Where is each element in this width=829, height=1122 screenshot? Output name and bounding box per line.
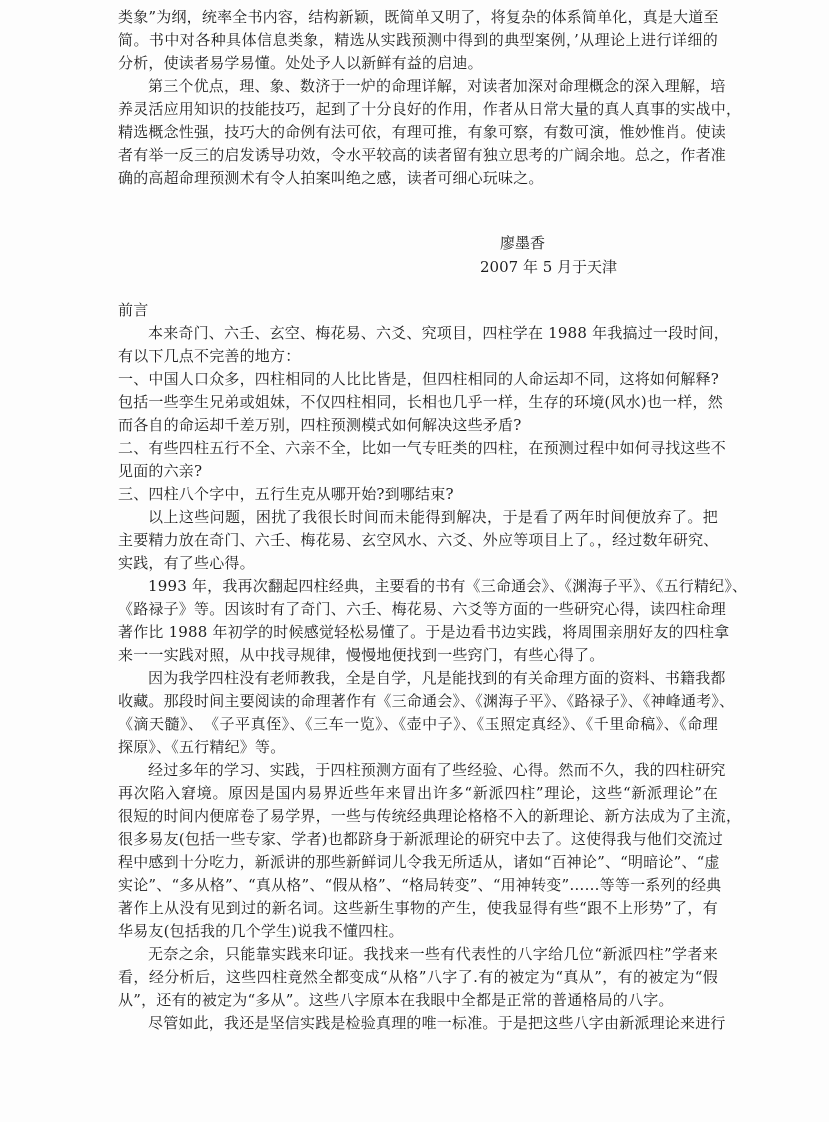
text-line: 主要精力放在奇门、六壬、梅花易、玄空风水、六爻、外应等项目上了。，经过数年研究、 [118,531,719,549]
text-line: 养灵活应用知识的技能技巧，起到了十分良好的作用，作者从日常大量的真人真事的实战中， [118,100,742,118]
signature-date: 2007 年 5 月于天津 [480,258,618,276]
text-line: 实论”、“多从格”、“真从格”、“假从格”、“格局转变”、“用神转变”……等等一系列的经典 [118,876,722,894]
text-line: 简。书中对各种具体信息类象，精选从实践预测中得到的典型案例，’从理论上进行详细的 [118,31,718,49]
text-line: 看，经分析后，这些四柱竟然全都变成“从格”八字了.有的被定为“真从”，有的被定为“假 [118,968,718,986]
text-line: 有以下几点不完善的地方： [118,347,301,365]
text-line: 因为我学四柱没有老师教我，全是自学，凡是能找到的有关命理方面的资料、书籍我都 [148,669,726,687]
text-line: 从”，还有的被定为“多从”。这些八字原本在我眼中全都是正常的普通格局的八字。 [118,991,674,1009]
text-line: 实践，有了些心得。 [118,554,255,572]
text-line: 精选概念性强，技巧大的命例有法可依，有理可推，有象可察，有数可演，惟妙惟肖。使读 [118,123,727,141]
text-line: 收藏。那段时间主要阅读的命理著作有《三命通会》、《渊海子平》、《路禄子》、《神峰通考》、 [118,692,735,710]
text-line: 者有举一反三的启发诱导功效，令水平较高的读者留有独立思考的广阔余地。总之，作者准 [118,146,727,164]
text-line: 第三个优点，理、象、数济于一炉的命理详解，对读者加深对命理概念的深入理解，培 [148,77,726,95]
text-line: 华易友(包括我的几个学生)说我不懂四柱。 [118,922,404,940]
text-line: 类象”为纲，统率全书内容，结构新颖，既简单又明了，将复杂的体系简单化，真是大道至 [118,8,719,26]
text-line: 程中感到十分吃力，新派讲的那些新鲜词儿令我无所适从，诸如“百神论”、“明暗论”、“虚 [118,853,720,871]
text-line: 探原》、《五行精纪》等。 [118,738,286,756]
text-line: 很短的时间内便席卷了易学界，一些与传统经典理论格格不入的新理论、新方法成为了主流， [118,807,742,825]
signature-author: 廖墨香 [500,234,546,252]
text-line: 而各自的命运却千差万别，四柱预测模式如何解决这些矛盾? [118,416,522,434]
text-line: 无奈之余，只能靠实践来印证。我找来一些有代表性的八字给几位“新派四柱”学者来 [148,945,718,963]
text-line: 以上这些问题，困扰了我很长时间而未能得到解决，于是看了两年时间便放弃了。把 [148,508,718,526]
text-line: 分析，使读者易学易懂。处处予人以新鲜有益的启迪。 [118,54,483,72]
text-line: 本来奇门、六壬、玄空、梅花易、六爻、究项目，四柱学在 1988 年我搞过一段时间， [148,324,729,342]
text-line: 二、有些四柱五行不全、六亲不全，比如一气专旺类的四柱，在预测过程中如何寻找这些不 [118,439,727,457]
text-line: 《滴天髓》、 《子平真侄》、《三车一览》、《壶中子》、《玉照定真经》、《千里命稿》、《命理 [118,715,718,733]
text-line: 三、四柱八个字中，五行生克从哪开始?到哪结束? [118,485,454,503]
text-line: 著作上从没有见到过的新名词。这些新生事物的产生，使我显得有些“跟不上形势”了，有 [118,899,718,917]
text-line: 再次陷入窘境。原因是国内易界近些年来冒出许多“新派四柱”理论，这些“新派理论”在 [118,784,718,802]
text-line: 见面的六亲? [118,462,203,480]
text-line: 《路禄子》等。因该时有了奇门、六壬、梅花易、六爻等方面的一些研究心得，读四柱命理 [118,600,727,618]
text-line: 经过多年的学习、实践，于四柱预测方面有了些经验、心得。然而不久，我的四柱研究 [148,761,726,779]
text-line: 一、中国人口众多，四柱相同的人比比皆是，但四柱相同的人命运却不同，这将如何解释? [118,370,720,388]
foreword-heading: 前言 [118,301,149,319]
text-line: 尽管如此，我还是坚信实践是检验真理的唯一标准。于是把这些八字由新派理论来进行 [148,1014,726,1032]
text-line: 著作比 1988 年初学的时候感觉轻松易懂了。于是边看书边实践，将周围亲朋好友的四柱拿 [118,623,730,641]
text-line: 确的高超命理预测术有令人拍案叫绝之感，读者可细心玩味之。 [118,169,544,187]
text-line: 1993 年，我再次翻起四柱经典，主要看的书有《三命通会》、《渊海子平》、《五行精纪》、 [148,577,748,595]
text-line: 很多易友(包括一些专家、学者)也都跻身于新派理论的研究中去了。这使得我与他们交流过 [118,830,723,848]
text-line: 来一一实践对照，从中找寻规律，慢慢地便找到一些窍门，有些心得了。 [118,646,605,664]
text-line: 包括一些孪生兄弟或姐妹，不仅四柱相同，长相也几乎一样，生存的环境(风水)也一样，然 [118,393,723,411]
